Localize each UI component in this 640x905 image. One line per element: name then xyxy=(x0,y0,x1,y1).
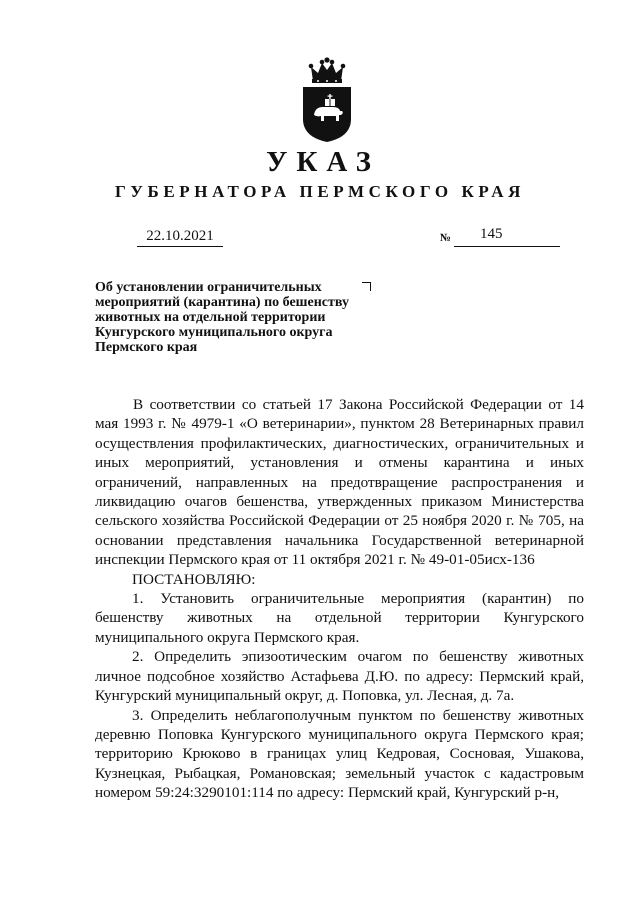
heading-line: мероприятий (карантина) по бешенству xyxy=(95,295,349,310)
document-number: 145 xyxy=(480,226,503,242)
preamble-paragraph: В соответствии со статьей 17 Закона Российской Федерации от 14 мая 1993 г. № 4979-1 «О ветеринарии», пунктом 28 Ветеринарных правил осуществления профилактических, диагностических, ограничительных и иных мероприятий, установления и отмены карантина и иных ограничений, направленных на предотвращение распространения и ликвидацию очагов бешенства, утвержденных приказом Министерства сельского хозяйства Российской Федерации от 25 ноября 2020 г. № 705, на основании представления начальника Государственной ветеринарной инспекции Пермского края от 11 октября 2021 г. № 49-01-05исх-136 xyxy=(95,396,584,569)
clause-2: 2. Определить эпизоотическим очагом по бешенству животных личное подсобное хозяйство Астафьева Д.Ю. по адресу: Пермский край, Кунгурский муниципальный округ, д. Поповка, ул. Лесная, д. 7а. xyxy=(95,648,584,705)
clause-3: 3. Определить неблагополучным пунктом по бешенству животных деревню Поповка Кунгурского муниципального округа Пермского края; территорию Крюково в границах улиц Кедровая, Сосновая, Ушакова, Кузнецкая, Рыбацкая, Романовская; земельный участок с кадастровым номером 59:24:3290101:114 по адресу: Пермский край, Кунгурский р-н, xyxy=(95,706,584,802)
number-sign: № xyxy=(440,232,452,244)
heading-line: Об установлении ограничительных xyxy=(95,280,322,295)
document-body xyxy=(95,395,584,803)
decree-word: ПОСТАНОВЛЯЮ: xyxy=(132,570,256,588)
heading-line: животных на отдельной территории xyxy=(95,310,326,325)
document-heading xyxy=(95,280,395,355)
heading-line: Пермского края xyxy=(95,340,198,355)
perm-krai-coat-of-arms-icon xyxy=(299,57,355,143)
document-title: УКАЗ xyxy=(266,146,380,178)
number-underline xyxy=(454,246,560,247)
heading-line: Кунгурского муниципального округа xyxy=(95,325,333,340)
document-issuer: ГУБЕРНАТОРА ПЕРМСКОГО КРАЯ xyxy=(115,182,525,201)
document-date: 22.10.2021 xyxy=(137,228,223,247)
clause-1: 1. Установить ограничительные мероприятия (карантин) по бешенству животных на отдельной территории Кунгурского муниципального округа Пермского края. xyxy=(95,590,584,646)
